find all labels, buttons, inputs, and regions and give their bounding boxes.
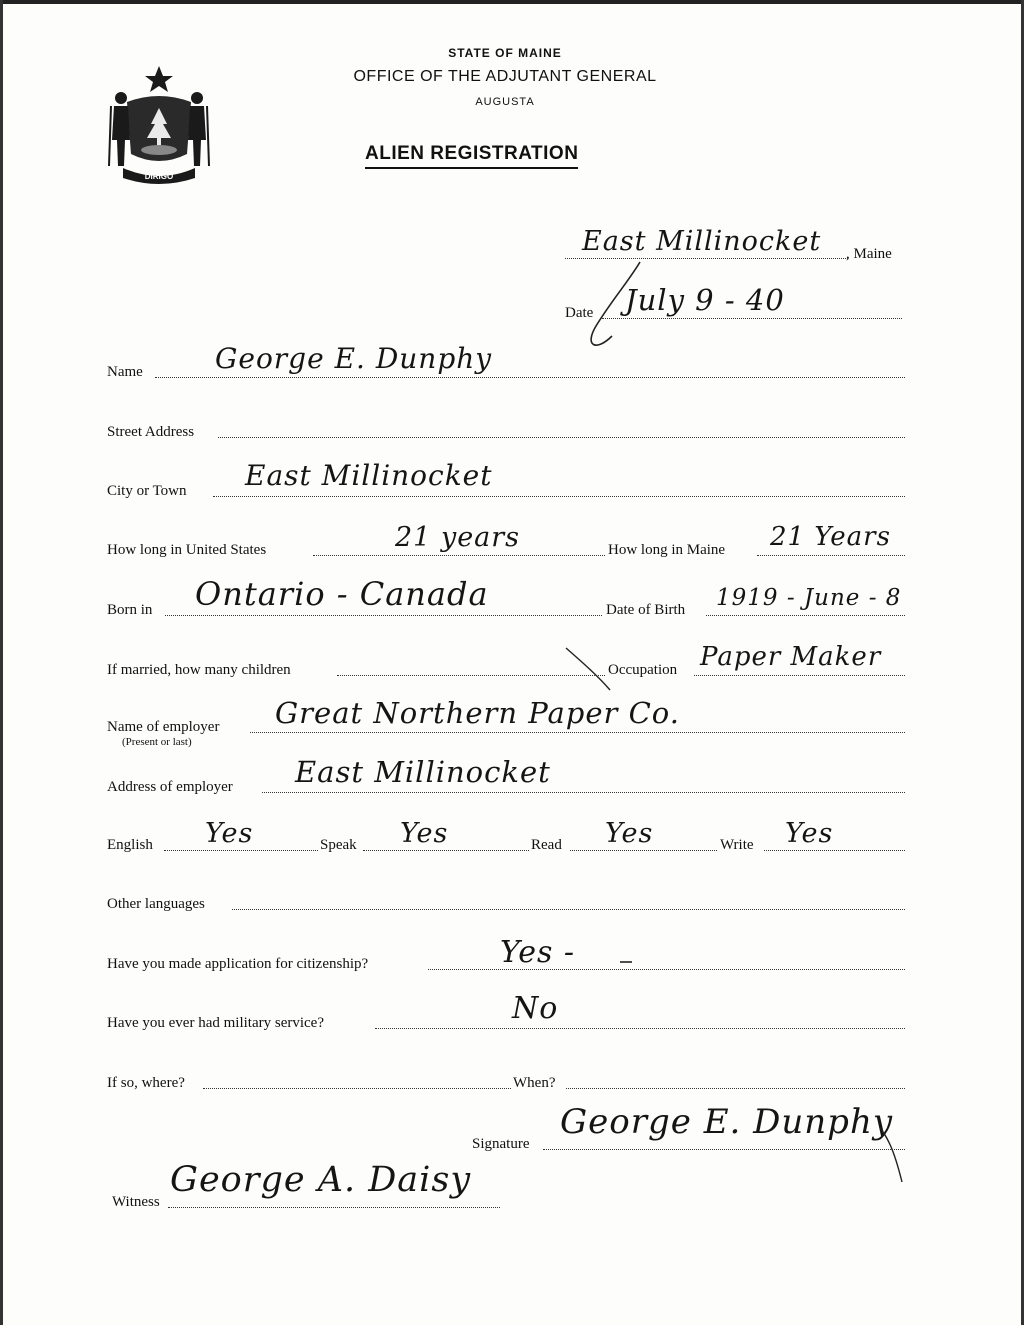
occupation-field: Paper Maker — [700, 642, 882, 672]
date-of-birth-label: Date of Birth — [606, 602, 686, 618]
speak-label: Speak — [320, 837, 357, 853]
name-field: George E. Dunphy — [215, 342, 493, 375]
other-languages-label: Other languages — [107, 896, 205, 912]
military-field: No — [512, 991, 559, 1026]
maine-label: , Maine — [846, 246, 892, 262]
date-label: Date — [565, 305, 594, 321]
employer-name-field: Great Northern Paper Co. — [275, 696, 680, 730]
date-field: July 9 - 40 — [625, 283, 785, 317]
write-field: Yes — [785, 818, 834, 849]
city-or-town-field: East Millinocket — [245, 459, 493, 492]
english-label: English — [107, 837, 153, 853]
born-in-field: Ontario - Canada — [195, 575, 489, 613]
date-loop-stroke — [591, 262, 640, 345]
employer-address-label: Address of employer — [107, 779, 233, 795]
occupation-label: Occupation — [608, 662, 678, 678]
read-label: Read — [531, 837, 562, 853]
city-or-town-label: City or Town — [107, 483, 187, 499]
employer-name-note: (Present or last) — [122, 736, 192, 748]
header-state: STATE OF MAINE — [448, 46, 562, 60]
employer-name-label: Name of employer — [107, 719, 220, 735]
military-label: Have you ever had military service? — [107, 1015, 324, 1031]
employer-address-field: East Millinocket — [295, 755, 551, 789]
where-label: If so, where? — [107, 1075, 185, 1091]
signature-field: George E. Dunphy — [560, 1102, 894, 1142]
english-field: Yes — [205, 818, 254, 849]
name-label: Name — [107, 364, 143, 380]
how-long-us-label: How long in United States — [107, 542, 267, 558]
date-of-birth-field: 1919 - June - 8 — [716, 585, 902, 611]
citizenship-label: Have you made application for citizenship? — [107, 956, 369, 972]
born-in-label: Born in — [107, 602, 153, 618]
citizenship-field: Yes - — [500, 935, 576, 970]
speak-field: Yes — [400, 818, 449, 849]
how-long-maine-field: 21 Years — [770, 522, 891, 552]
witness-label: Witness — [112, 1194, 160, 1210]
seal-motto: DIRIGO — [144, 172, 174, 181]
header-city: AUGUSTA — [475, 96, 535, 108]
how-long-maine-label: How long in Maine — [608, 542, 726, 558]
write-label: Write — [720, 837, 754, 853]
town-field: East Millinocket — [582, 226, 822, 257]
header-office: OFFICE OF THE ADJUTANT GENERAL — [353, 68, 657, 85]
children-label: If married, how many children — [107, 662, 291, 678]
street-address-label: Street Address — [107, 424, 195, 440]
occupation-check-stroke — [566, 648, 610, 690]
signature-tail-stroke — [880, 1128, 902, 1182]
witness-field: George A. Daisy — [170, 1160, 472, 1200]
when-label: When? — [513, 1075, 556, 1091]
read-field: Yes — [605, 818, 654, 849]
signature-label: Signature — [472, 1136, 530, 1152]
form-title: ALIEN REGISTRATION — [365, 143, 578, 169]
how-long-us-field: 21 years — [395, 522, 521, 553]
